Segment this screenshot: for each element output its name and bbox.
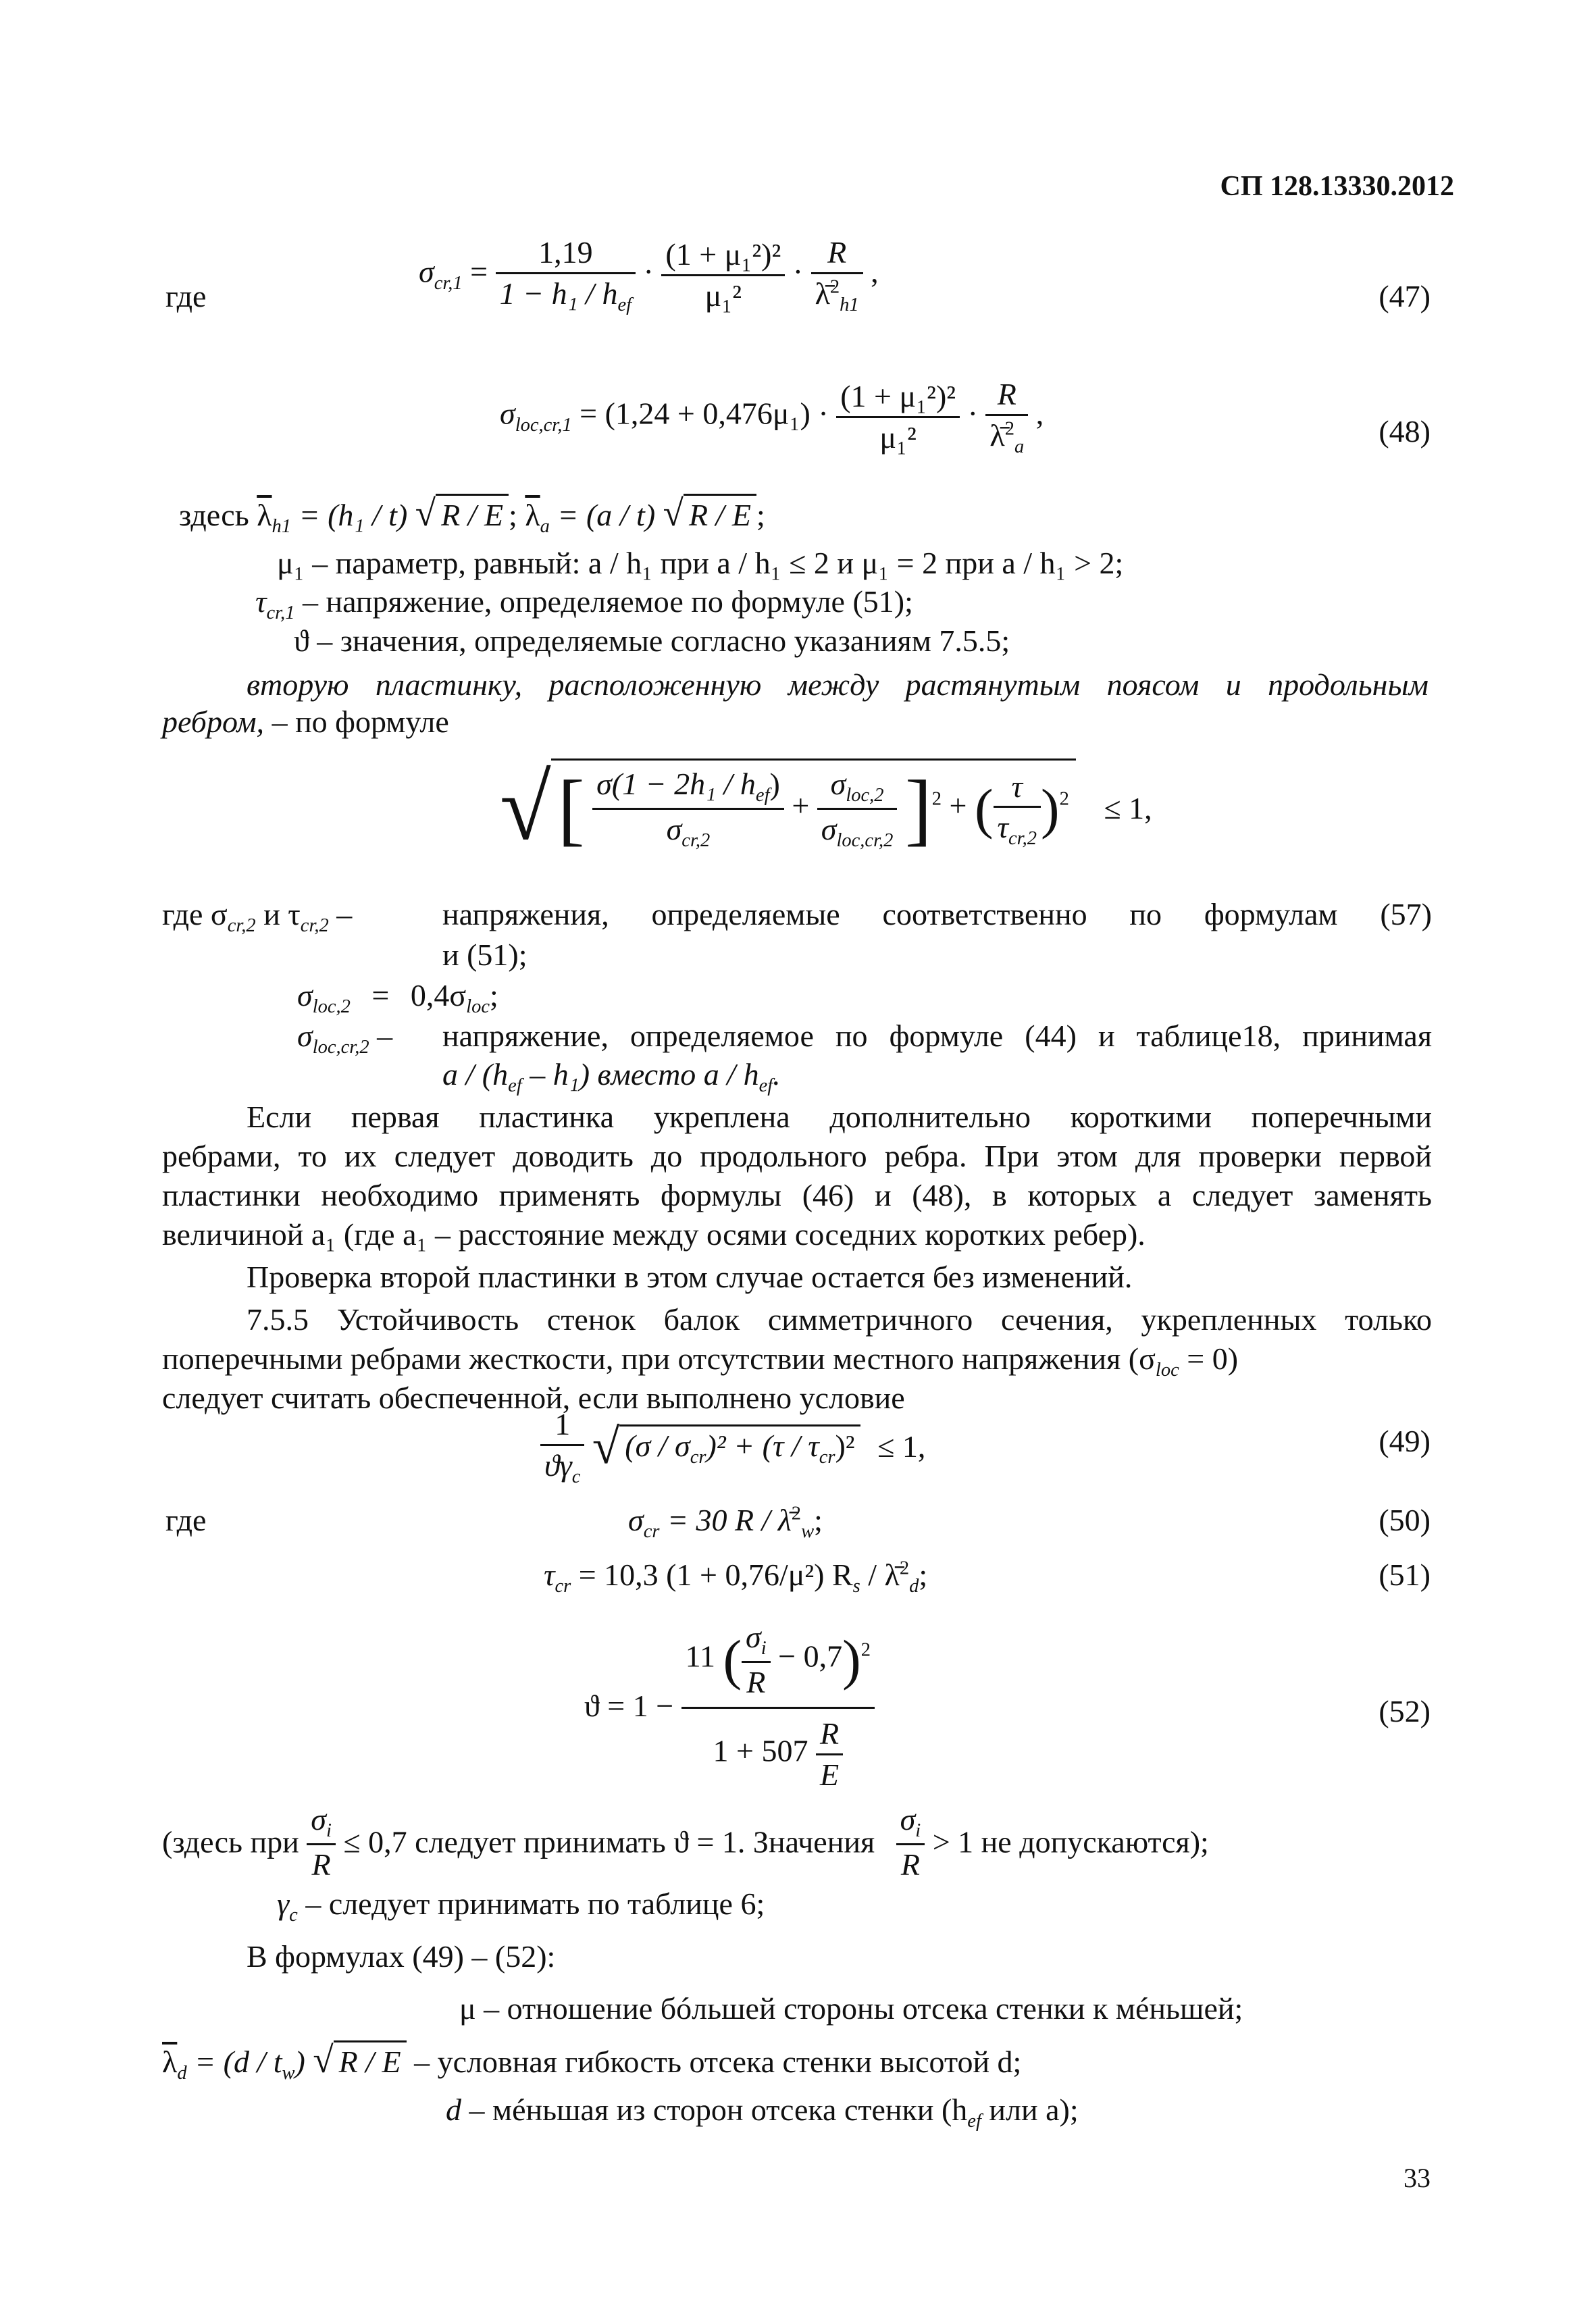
here-definitions-line: здесь $\overline{\lambda}_{h1} = (h_1 / t)$ √ R / E ; $\overline{\lambda}_a = (a / t)$ √ R / E ;	[179, 492, 765, 538]
def-gamma-c: $\gamma_c$ – следует принимать по таблице 6;	[277, 1886, 765, 1926]
def-sigma-tau-cr2-cont: и (51);	[442, 937, 527, 972]
def-theta: ϑ – значения, определяемые согласно указаниям 7.5.5;	[294, 623, 1010, 658]
where-label-50: где	[165, 1503, 207, 1537]
in-formulas-49-52: В формулах (49) – (52):	[247, 1939, 556, 1974]
equation-number-52: (52)	[1379, 1694, 1431, 1728]
def-sigma-loc-cr2-label: $\sigma_{loc,cr,2}$ –	[297, 1019, 393, 1058]
section-7-5-5-line1: 7.5.5 Устойчивость стенок балок симметричного сечения, укрепленных только	[247, 1302, 1432, 1337]
section-7-5-5-line3: следует считать обеспеченной, если выполнено условие	[162, 1381, 905, 1415]
formula-52: ϑ = 1 − 11 ( $\frac{\sigma_i}{R}$ − 0,7)$^2$ 1 + 507 $\frac{R}{E}$	[584, 1618, 875, 1794]
def-sigma-loc-cr2-text: напряжение, определяемое по формуле (44) и таблице18, принимая	[442, 1019, 1432, 1053]
equation-number-47: (47)	[1379, 279, 1431, 313]
formula-second-plate-inequality: √[ $\frac{\sigma(1 - 2h_1 / h_{ef})}{\sigma_{cr,2}}$ + $\frac{\sigma_{loc,2}}{\sigma_{loc,cr,2}}$ ]$^2$ + ( $\frac{\tau}{\tau_{cr,2}}$ )$^2$ ≤ 1,	[500, 756, 1152, 859]
formula-48: $\sigma_{loc,cr,1} = (1,24 + 0,476\mu_1)$ · $\frac{\text{(1 + μ₁²)²}}{\text{μ₁²}}$ · $\frac{R}{\lambdā^2_a}$ ,	[500, 375, 1044, 459]
formula-49: $\frac{1}{ϑ\gamma_c}$ √ $(\sigma / \sigma_{cr})^2 + (\tau / \tau_{cr})^2 \le 1$,	[540, 1405, 925, 1489]
paragraph-short-ribs-line1: Если первая пластинка укреплена дополнительно короткими поперечными	[247, 1100, 1432, 1134]
equation-number-48: (48)	[1379, 414, 1431, 448]
def-tau-cr1: $\tau_{cr,1}$ – напряжение, определяемое по формуле (51);	[255, 584, 913, 624]
def-lambda-d: $\overline{\lambda}_d = (d / t_w)$ √ R / E – условная гибкость отсека стенки высотой d;	[162, 2039, 1022, 2084]
formula-50: $\sigma_{cr} = 30$ R / λ̄$^2_w$;	[628, 1503, 823, 1543]
def-mu: μ – отношение бóльшей стороны отсека стенки к мéньшей;	[459, 1991, 1243, 2026]
def-sigma-tau-cr2-label: где $\sigma_{cr,2}$ и $\tau_{cr,2}$ –	[162, 897, 353, 937]
paragraph-short-ribs-line3: пластинки необходимо применять формулы (46) и (48), в которых a следует заменять	[162, 1178, 1432, 1212]
second-plate-heading-line2: ребром, – по формуле	[162, 704, 449, 739]
note-theta-condition: (здесь при $\frac{\sigma_i}{R}$ ≤ 0,7 следует принимать ϑ = 1. Значения $\frac{\sigma_i}{R}$ > 1 не допускаются);	[162, 1800, 1209, 1884]
formula-47: $\sigma_{cr,1}$ = $\frac{1,19}{1 - h_1 / h_{ef}}$ · $\frac{\text{(1 + μ₁²)²}}{\text{μ₁²}}$ · $\frac{R}{\lambdā^2_{h1}}$ ,	[419, 233, 879, 317]
equation-number-50: (50)	[1379, 1503, 1431, 1537]
where-label-47: где	[165, 279, 207, 313]
paragraph-short-ribs-line2: ребрами, то их следует доводить до продольного ребра. При этом для проверки первой	[162, 1139, 1432, 1173]
def-sigma-loc2: $\sigma_{loc,2} = 0,4\sigma_{loc}$;	[297, 978, 498, 1018]
paragraph-second-plate-check: Проверка второй пластинки в этом случае остается без изменений.	[247, 1260, 1133, 1294]
document-code: СП 128.13330.2012	[1220, 171, 1454, 202]
paragraph-short-ribs-line4: величиной a₁ (где a₁ – расстояние между осями соседних коротких ребер).	[162, 1217, 1145, 1252]
equation-number-51: (51)	[1379, 1558, 1431, 1592]
def-mu1: μ₁ – параметр, равный: a / h₁ при a / h₁ ≤ 2 и μ₁ = 2 при a / h₁ > 2;	[277, 546, 1124, 580]
def-d: d – мéньшая из сторон отсека стенки ($h_{ef}$ или a);	[446, 2092, 1079, 2132]
def-sigma-tau-cr2-text: напряжения, определяемые соответственно по формулам (57)	[442, 897, 1432, 931]
section-7-5-5-line2: поперечными ребрами жесткости, при отсутствии местного напряжения $(\sigma_{loc} = 0)$	[162, 1341, 1239, 1381]
def-sigma-loc-cr2-cont: a / $(h_{ef} - h_1)$ вместо a / $h_{ef}$.	[442, 1057, 781, 1097]
formula-51: $\tau_{cr} = 10,3$ (1 + 0,76/μ²) $R_s$ / λ̄$^2_d$;	[544, 1558, 928, 1597]
equation-number-49: (49)	[1379, 1424, 1431, 1458]
page-number: 33	[1404, 2163, 1431, 2193]
second-plate-heading-line1: вторую пластинку, расположенную между растянутым поясом и продольным	[247, 667, 1428, 702]
